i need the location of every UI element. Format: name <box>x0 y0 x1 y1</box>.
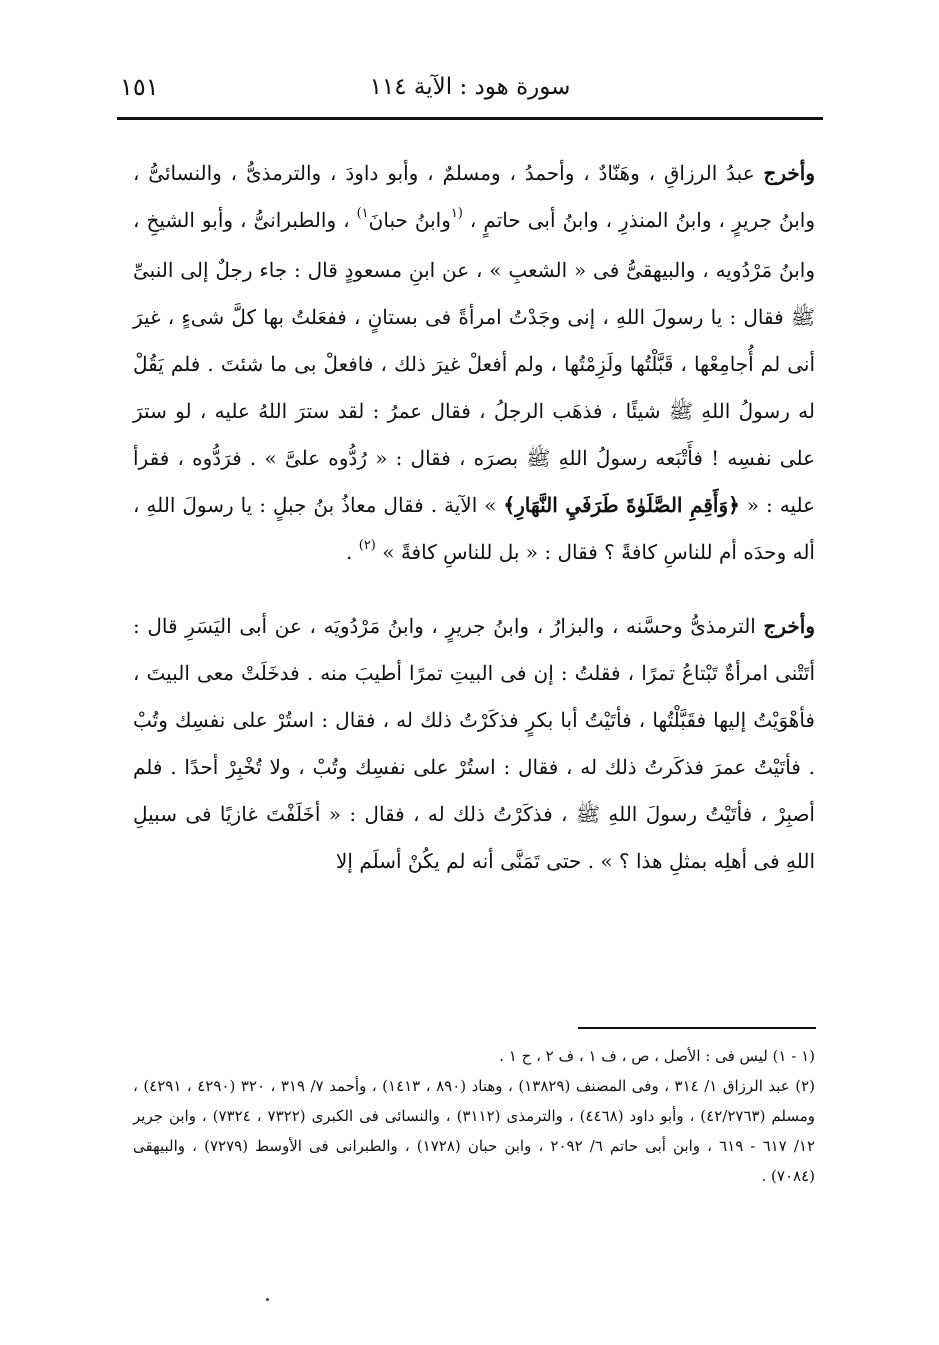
paragraph-2 <box>133 603 815 885</box>
footnote-1: (١ - ١) ليس فى : الأصل ، ص ، ف ١ ، ف ٢ ، ح ١ . <box>499 1047 815 1065</box>
paragraph-1-text-2: وابنُ حبانَ <box>368 208 451 232</box>
footnote-rule <box>578 1027 816 1029</box>
paragraph-1-end: . <box>346 540 359 564</box>
footnote-marker-open: (١ <box>450 206 463 221</box>
header-rule <box>117 117 823 120</box>
paragraph-2-lead: وأخرج <box>763 614 815 638</box>
footnote-ref-2: (٢) <box>358 538 376 553</box>
paragraph-1-text-1: عبدُ الرزاقِ ، وهَنّادٌ ، وأحمدُ ، ومسلمٌ ، وأبو داودَ ، والترمذىُّ ، والنسائىُّ ، وابنُ جريرٍ ، وابنُ المنذرِ ، وابنُ أبى حاتمٍ ، <box>133 161 815 232</box>
footnote-marker-close: ١) <box>356 206 369 221</box>
paragraph-1 <box>133 150 815 579</box>
running-header <box>120 70 820 110</box>
footnote-2: (٢) عبد الرزاق ١/ ٣١٤ ، وفى المصنف (١٣٨٢٩) ، وهناد (٨٩٠ ، ١٤١٣) ، وأحمد ٧/ ٣١٩ ، ٣٢٠ (٤٢٩٠ ، ٤٢٩١) ، ومسلم (٤٢/٢٧٦٣) ، وأبو داود (٤٤٦٨) ، والترمذى (٣١١٢) ، والنسائى فى الكبرى (٧٣٢٢ ، ٧٣٢٤) ، وابن جرير ١٢/ ٦١٧ - ٦١٩ ، وابن أبى حاتم ٦/ ٢٠٩٢ ، وابن حبان (١٧٢٨) ، والطبرانى فى الأوسط (٧٢٧٩) ، والبيهقى (٧٠٨٤) . <box>133 1077 816 1185</box>
paragraph-1-text-3: ، والطبرانىُّ ، وأبو الشيخِ ، وابنُ مَرْدُويه ، والبيهقىُّ فى « الشعبِ » ، عن ابنِ مسعودٍ قال : جاء رجلٌ إلى النبىِّ ﷺ فقال : يا رسولَ اللهِ ، إنى وجَدْتُ امرأةً فى بستانٍ ، ففعَلتُ بها كلَّ شىءٍ ، غيرَ أنى لم أُجامِعْها ، قَبَّلْتُها ولَزِمْتُها ، ولم أفعلْ غيرَ ذلك ، فافعلْ بى ما شئتَ . فلم يَقُلْ له رسولُ اللهِ ﷺ شيئًا ، فذهَب الرجلُ ، فقال عمرُ : لقد سترَ اللهُ عليه ، لو سترَ على نفسِه ! فأَتْبَعه رسولُ اللهِ ﷺ بصرَه ، فقال : « رُدُّوه علىَّ » . فرَدُّوه ، فقرأ عليه : « <box>133 208 815 517</box>
quran-verse: ﴿وَأَقِمِ الصَّلَوٰةَ طَرَفَيِ النَّهَارِ﴾ <box>503 493 740 517</box>
paragraph-1-text-4: » الآية . فقال معاذُ بنُ جبلٍ : يا رسولَ اللهِ ، أله وحدَه أم للناسِ كافةً ؟ فقال : « بل للناسِ كافةً » <box>133 493 815 564</box>
paragraph-1-lead: وأخرج <box>763 161 815 185</box>
footnotes <box>133 1041 815 1191</box>
page-speck <box>266 1298 269 1301</box>
paragraph-2-text: الترمذىُّ وحسَّنه ، والبزارُ ، وابنُ جريرٍ ، وابنُ مَرْدُويَه ، عن أبى اليَسَرِ قال : أتَتْنى امرأةٌ تَبْتاعُ تمرًا ، فقلتُ : إن فى البيتِ تمرًا أطيبَ منه . فدخَلَتْ معى البيتَ ، فأهْوَيْتُ إليها فقَبَّلْتُها ، فأتَيْتُ أبا بكرٍ فذكَرْتُ ذلك له ، فقال : استُرْ على نفسِك وتُبْ . فأتَيْتُ عمرَ فذكَرتُ ذلك له ، فقال : استُرْ على نفسِك وتُبْ ، ولا تُخْبِرْ أحدًا . فلم أصبِرْ ، فأتَيْتُ رسولَ اللهِ ﷺ ، فذكَرْتُ ذلك له ، فقال : « أخَلَفْتَ غازيًا فى سبيلِ اللهِ فى أهلِه بمثلِ هذا ؟ » . حتى تَمَنَّى أنه لم يكُنْ أسلَم إلا <box>133 614 815 873</box>
page-number: ١٥١ <box>120 73 159 101</box>
main-text <box>133 150 815 885</box>
page-title: سورة هود : الآية ١١٤ <box>369 74 571 100</box>
